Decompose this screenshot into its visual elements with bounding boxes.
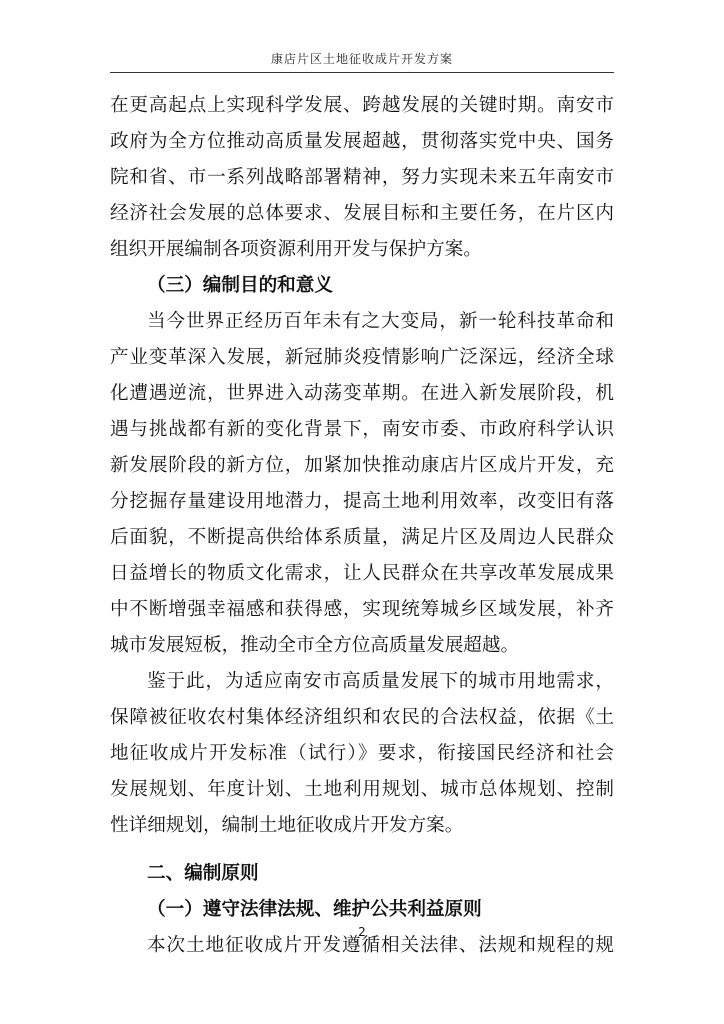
text-line: 日益增长的物质文化需求，让人民群众在共享改革发展成果 — [110, 563, 614, 584]
text-line: 城市发展短板，推动全市全方位高质量发展超越。 — [110, 635, 520, 656]
text-line: 保障被征收农村集体经济组织和农民的合法权益，依据《土 — [110, 707, 614, 728]
text-line: 院和省、市一系列战略部署精神，努力实现未来五年南安市 — [110, 167, 614, 188]
page-number: 2 — [358, 925, 366, 939]
section-gap — [110, 844, 614, 856]
text-line: 鉴于此，为适应南安市高质量发展下的城市用地需求， — [147, 671, 614, 692]
text-line: 经济社会发展的总体要求、发展目标和主要任务，在片区内 — [110, 203, 614, 224]
section-heading: 二、编制原则 — [147, 863, 259, 884]
text-line: 性详细规划，编制土地征收成片开发方案。 — [110, 815, 464, 836]
document-body — [110, 88, 614, 964]
subheading-principle-1: （一）遵守法律法规、维护公共利益原则 — [147, 899, 482, 920]
text-line: 产业变革深入发展，新冠肺炎疫情影响广泛深远，经济全球 — [110, 347, 614, 368]
text-line: 本次土地征收成片开发遵循相关法律、法规和规程的规 — [147, 935, 614, 956]
text-line: 遇与挑战都有新的变化背景下，南安市委、市政府科学认识 — [110, 419, 614, 440]
text-line: 政府为全方位推动高质量发展超越，贯彻落实党中央、国务 — [110, 131, 614, 152]
text-line: 地征收成片开发标准（试行）》要求，衔接国民经济和社会 — [110, 743, 614, 764]
text-line: 当今世界正经历百年未有之大变局，新一轮科技革命和 — [147, 311, 614, 332]
text-line: 中不断增强幸福感和获得感，实现统筹城乡区域发展，补齐 — [110, 599, 614, 620]
text-line: 后面貌，不断提高供给体系质量，满足片区及周边人民群众 — [110, 527, 614, 548]
header-rule — [110, 72, 614, 73]
text-line: 在更高起点上实现科学发展、跨越发展的关键时期。南安市 — [110, 95, 614, 116]
text-line: 组织开展编制各项资源利用开发与保护方案。 — [110, 239, 482, 260]
text-line: 化遭遇逆流，世界进入动荡变革期。在进入新发展阶段，机 — [110, 383, 614, 404]
text-line: 新发展阶段的新方位，加紧加快推动康店片区成片开发，充 — [110, 455, 614, 476]
text-line: 发展规划、年度计划、土地利用规划、城市总体规划、控制 — [110, 779, 614, 800]
running-header: 康店片区土地征收成片开发方案 — [270, 52, 453, 66]
subheading-purpose: （三）编制目的和意义 — [147, 275, 333, 296]
text-line: 分挖掘存量建设用地潜力，提高土地利用效率，改变旧有落 — [110, 491, 614, 512]
